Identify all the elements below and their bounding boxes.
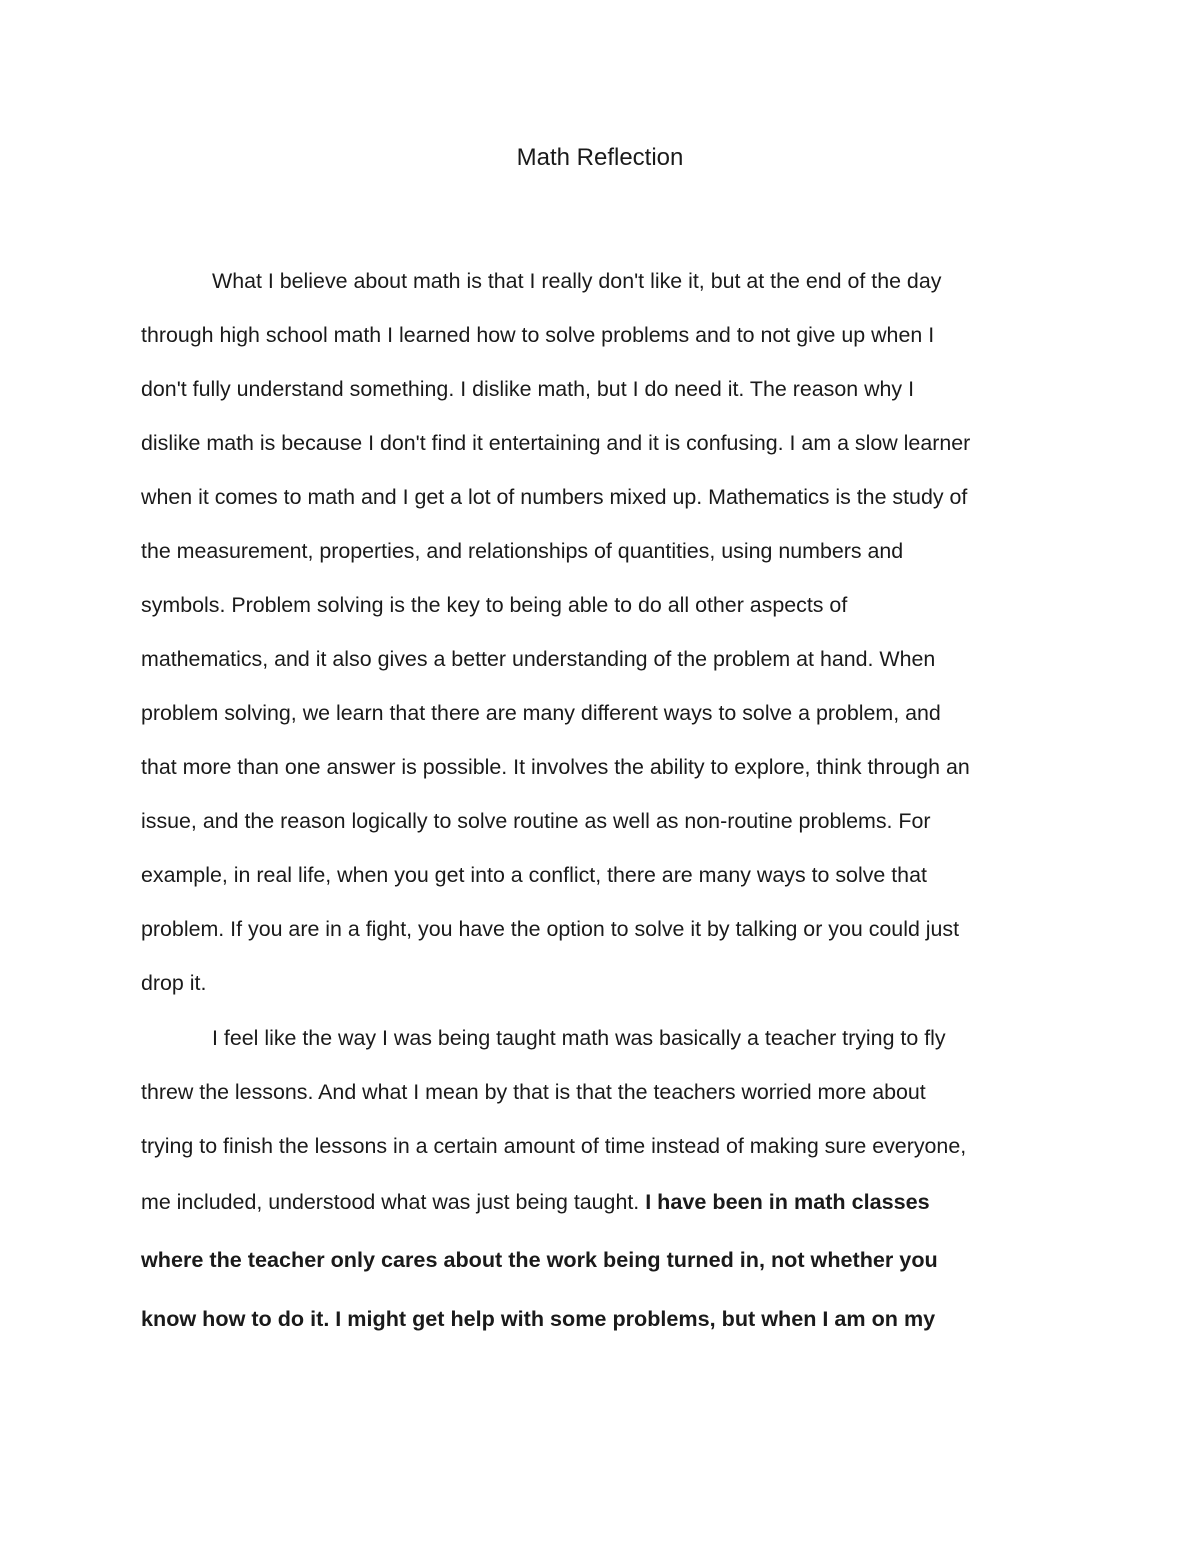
paragraph-line: symbols. Problem solving is the key to being able to do all other aspects of (141, 593, 848, 617)
paragraph-line: the measurement, properties, and relationships of quantities, using numbers and (141, 539, 904, 563)
paragraph-line: What I believe about math is that I really don't like it, but at the end of the day (212, 269, 942, 293)
paragraph-line: mathematics, and it also gives a better understanding of the problem at hand. When (141, 647, 936, 671)
paragraph-line: I feel like the way I was being taught math was basically a teacher trying to fly (212, 1026, 946, 1050)
bold-paragraph-line: know how to do it. I might get help with some problems, but when I am on my (141, 1306, 936, 1331)
paragraph-line: that more than one answer is possible. It involves the ability to explore, think through an (141, 755, 970, 779)
bold-text: I have been in math classes (645, 1189, 930, 1214)
paragraph-line: issue, and the reason logically to solve routine as well as non-routine problems. For (141, 809, 931, 833)
paragraph-line: trying to finish the lessons in a certain amount of time instead of making sure everyone, (141, 1134, 967, 1158)
paragraph-line: problem. If you are in a fight, you have the option to solve it by talking or you could just (141, 917, 960, 941)
paragraph-line: don't fully understand something. I dislike math, but I do need it. The reason why I (141, 377, 915, 401)
paragraph-line: drop it. (141, 971, 207, 995)
bold-paragraph-line: where the teacher only cares about the work being turned in, not whether you (141, 1247, 938, 1272)
paragraph-line: example, in real life, when you get into a conflict, there are many ways to solve that (141, 863, 927, 887)
paragraph-line: when it comes to math and I get a lot of numbers mixed up. Mathematics is the study of (141, 485, 968, 509)
paragraph-text: me included, understood what was just being taught. (141, 1190, 646, 1214)
page-title: Math Reflection (516, 144, 684, 171)
paragraph-line: through high school math I learned how to solve problems and to not give up when I (141, 323, 935, 347)
paragraph-line: dislike math is because I don't find it entertaining and it is confusing. I am a slow learner (141, 431, 971, 455)
paragraph-line-mixed (141, 1188, 930, 1216)
paragraph-line: threw the lessons. And what I mean by that is that the teachers worried more about (141, 1080, 926, 1104)
paragraph-line: problem solving, we learn that there are many different ways to solve a problem, and (141, 701, 941, 725)
